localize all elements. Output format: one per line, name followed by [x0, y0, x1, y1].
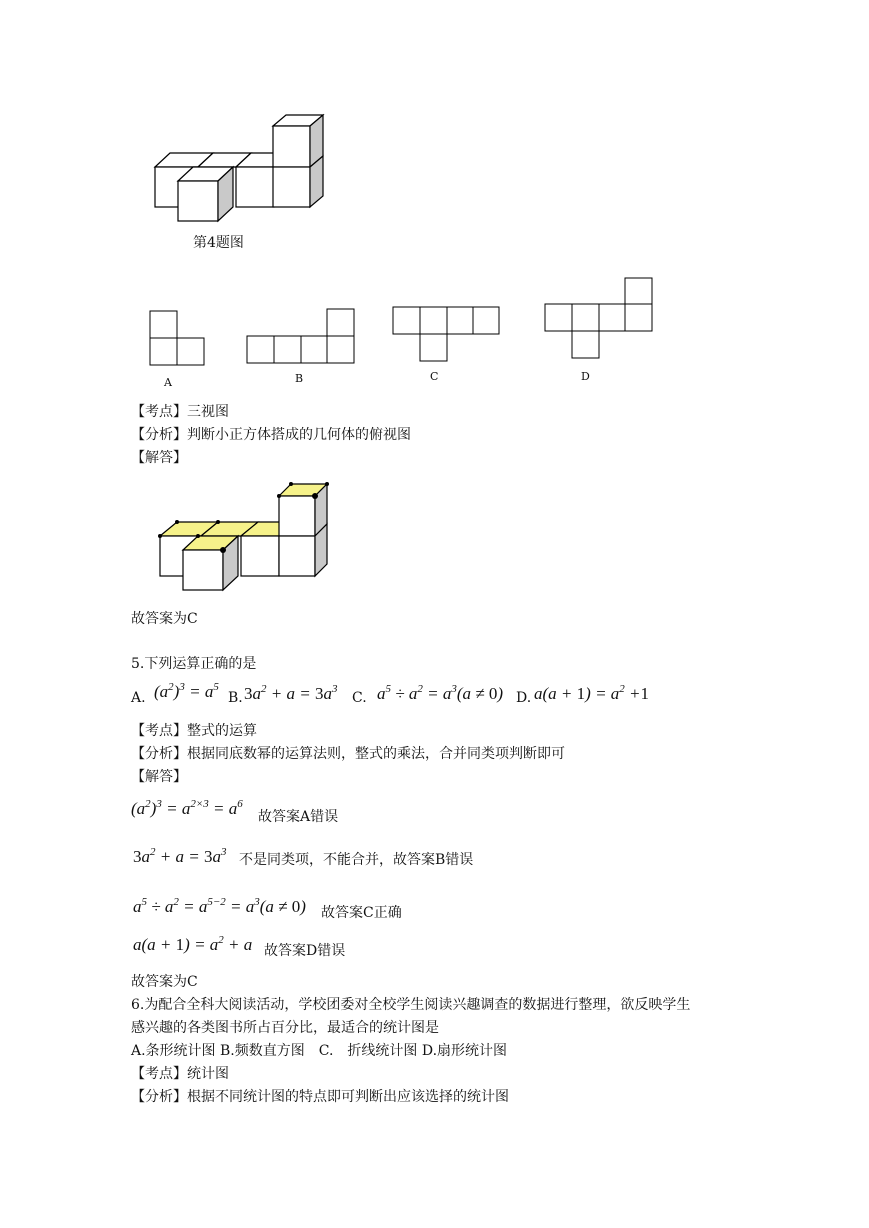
q5-option-b-label: B. — [228, 690, 243, 706]
option-c-label: C — [430, 370, 439, 383]
answer-cube-figure-highlighted — [155, 478, 335, 593]
q5-option-d-label: D. — [516, 690, 532, 706]
q4-kaodian: 【考点】三视图 — [131, 404, 229, 420]
figure4-caption: 第4题图 — [193, 235, 244, 251]
figure4-cube-stack — [150, 112, 335, 227]
q5-answer: 故答案为C — [131, 974, 198, 990]
option-a-grid — [150, 311, 206, 367]
q5-step-d-note: 故答案D错误 — [264, 943, 346, 959]
q5-option-c-formula: $a^5 \div a^2 = a^3(a \ne 0)$ — [377, 683, 504, 703]
q6-kaodian: 【考点】统计图 — [131, 1066, 229, 1082]
q6-fenxi: 【分析】根据不同统计图的特点即可判断出应该选择的统计图 — [131, 1089, 509, 1105]
q4-fenxi: 【分析】判断小正方体搭成的几何体的俯视图 — [131, 427, 411, 443]
q5-fenxi: 【分析】根据同底数幂的运算法则，整式的乘法，合并同类项判断即可 — [131, 746, 565, 762]
q5-stem: 5.下列运算正确的是 — [131, 656, 257, 672]
q5-jieda: 【解答】 — [131, 769, 187, 785]
q4-answer: 故答案为C — [131, 611, 198, 627]
q5-option-d-formula: $a(a + 1) = a^2 +1$ — [534, 683, 650, 703]
q5-step-a-formula: $(a^2)^3 = a^{2\times 3} = a^6$ — [131, 798, 243, 818]
q5-step-c-note: 故答案C正确 — [321, 905, 402, 921]
q4-jieda: 【解答】 — [131, 450, 187, 466]
q5-step-b-formula: $3a^2 + a = 3a^3$ — [133, 846, 227, 866]
q5-step-a-note: 故答案A错误 — [258, 809, 339, 825]
option-d-grid — [545, 278, 655, 360]
option-b-grid — [247, 309, 357, 365]
q5-step-c-formula: $a^5 \div a^2 = a^{5-2} = a^3(a \ne 0)$ — [133, 896, 306, 916]
q6-stem-line1: 6.为配合全科大阅读活动，学校团委对全校学生阅读兴趣调查的数据进行整理，欲反映学生 — [131, 997, 691, 1013]
option-a-label: A — [164, 376, 172, 389]
q6-stem-line2: 感兴趣的各类图书所占百分比，最适合的统计图是 — [131, 1020, 439, 1036]
option-b-label: B — [295, 372, 304, 385]
option-d-label: D — [581, 370, 590, 383]
q5-option-a-label: A. — [131, 690, 146, 706]
option-c-grid — [393, 307, 503, 363]
q5-step-d-formula: $a(a + 1) = a^2 + a$ — [133, 934, 253, 954]
q5-option-c-label: C. — [352, 690, 367, 706]
q5-option-b-formula: $3a^2 + a = 3a^3$ — [244, 683, 338, 703]
q6-options: A.条形统计图 B.频数直方图 C. 折线统计图 D.扇形统计图 — [131, 1043, 508, 1059]
q5-option-a-formula: $(a^2)^3 = a^5$ — [154, 681, 219, 701]
q5-kaodian: 【考点】整式的运算 — [131, 723, 257, 739]
q5-step-b-note: 不是同类项，不能合并，故答案B错误 — [239, 852, 474, 868]
